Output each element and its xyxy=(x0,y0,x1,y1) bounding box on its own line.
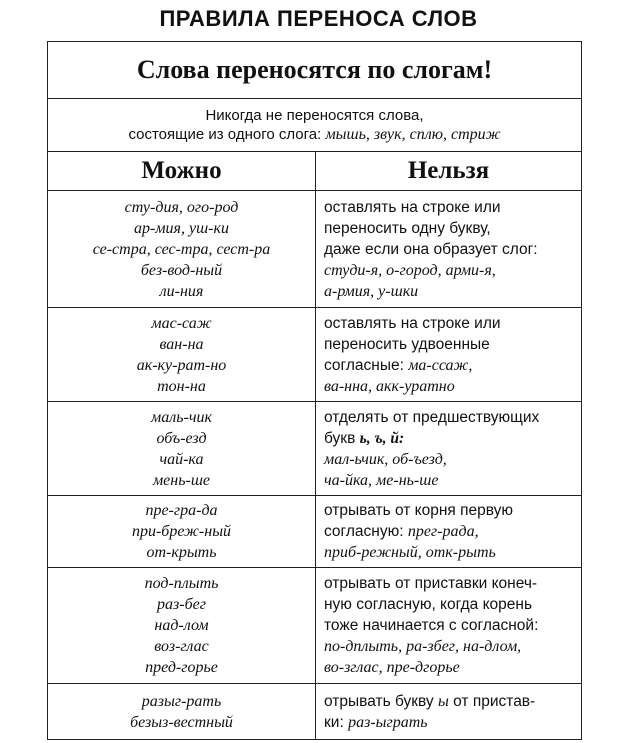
cannot-line xyxy=(324,500,581,521)
cannot-text: оставлять на строке или xyxy=(324,314,501,332)
can-example: тон-на xyxy=(157,377,206,395)
can-example: от-крыть xyxy=(146,544,217,561)
cannot-cell xyxy=(316,308,582,402)
can-cell xyxy=(48,684,316,740)
note xyxy=(48,99,582,152)
can-example: ли-ния xyxy=(159,282,204,300)
cannot-example: раз-ыграть xyxy=(348,713,428,731)
can-example: безыз-вестный xyxy=(130,713,233,731)
cannot-text: отрывать от корня первую xyxy=(324,502,514,519)
header-can: Можно xyxy=(48,152,316,191)
cannot-example: приб-режный, отк-рыть xyxy=(324,544,496,561)
cannot-text: ную согласную, когда корень xyxy=(324,596,533,613)
cannot-text: от пристав- xyxy=(453,692,536,710)
cannot-example: ва-нна, акк-уратно xyxy=(324,377,455,395)
rules-table xyxy=(47,41,582,740)
header-row xyxy=(48,152,582,191)
can-example: над-лом xyxy=(154,617,209,634)
rule-row xyxy=(48,308,582,402)
cannot-line xyxy=(324,542,581,563)
cannot-line xyxy=(324,218,581,239)
cannot-example: а-рмия, у-шки xyxy=(324,282,419,300)
can-cell xyxy=(48,191,316,308)
can-cell xyxy=(48,308,316,402)
cannot-text: букв xyxy=(324,429,356,447)
cannot-letters: ь, ъ, й: xyxy=(359,429,405,447)
cannot-line xyxy=(324,407,581,428)
cannot-example: во-зглас, пре-дгорье xyxy=(324,659,460,676)
can-example: под-плыть xyxy=(144,575,219,592)
cannot-example: прег-рада, xyxy=(407,523,479,540)
can-example: ак-ку-рат-но xyxy=(136,356,227,374)
rule-row xyxy=(48,568,582,684)
can-example: ван-на xyxy=(159,335,204,353)
can-example: пред-горье xyxy=(145,659,218,676)
note-line-2-text: состоящие из одного слога: xyxy=(128,126,322,143)
can-cell xyxy=(48,496,316,568)
header-cannot: Нельзя xyxy=(316,152,582,191)
cannot-example: мал-ьчик, об-ъезд, xyxy=(324,450,447,468)
cannot-cell xyxy=(316,191,582,308)
cannot-line xyxy=(324,691,581,712)
can-example: сту-дия, ого-род xyxy=(124,198,239,216)
cannot-text: согласные: xyxy=(324,356,404,374)
cannot-line xyxy=(324,449,581,470)
note-line-2 xyxy=(48,125,581,144)
cannot-example: по-дплыть, ра-збег, на-длом, xyxy=(324,638,522,655)
can-example: при-бреж-ный xyxy=(131,523,232,540)
cannot-example: студи-я, о-город, арми-я, xyxy=(324,261,496,279)
cannot-line xyxy=(324,376,581,397)
page-title: ПРАВИЛА ПЕРЕНОСА СЛОВ xyxy=(159,6,478,31)
cannot-cell xyxy=(316,568,582,684)
cannot-line xyxy=(324,636,581,657)
cannot-line xyxy=(324,573,581,594)
can-example: мень-ше xyxy=(152,471,211,489)
cannot-line xyxy=(324,428,581,449)
cannot-line xyxy=(324,197,581,218)
note-examples: мышь, звук, сплю, стриж xyxy=(325,126,501,143)
can-example: пре-гра-да xyxy=(145,502,218,519)
can-example: чай-ка xyxy=(159,450,204,468)
main-rule-row xyxy=(48,42,582,99)
cannot-text: отрывать букву xyxy=(324,692,434,710)
can-example: разыг-рать xyxy=(141,692,222,710)
rule-row xyxy=(48,684,582,740)
rule-row xyxy=(48,402,582,496)
cannot-example: ча-йка, ме-нь-ше xyxy=(324,471,439,489)
cannot-line xyxy=(324,281,581,302)
cannot-line xyxy=(324,521,581,542)
cannot-line xyxy=(324,712,581,733)
cannot-line xyxy=(324,615,581,636)
cannot-text: согласную: xyxy=(324,523,404,540)
note-line-1: Никогда не переносятся слова, xyxy=(205,107,424,124)
cannot-text: оставлять на строке или xyxy=(324,198,501,216)
main-rule: Слова переносятся по слогам! xyxy=(48,42,582,99)
can-example: воз-глас xyxy=(154,638,209,655)
can-example: ар-мия, уш-ки xyxy=(134,219,229,237)
cannot-cell xyxy=(316,684,582,740)
cannot-line xyxy=(324,313,581,334)
cannot-line xyxy=(324,594,581,615)
cannot-text: переносить одну букву, xyxy=(324,219,491,237)
note-row xyxy=(48,99,582,152)
can-cell xyxy=(48,568,316,684)
cannot-text: отрывать от приставки конеч- xyxy=(324,575,538,592)
cannot-example: ы xyxy=(438,692,449,710)
cannot-line xyxy=(324,334,581,355)
can-example: се-стра, сес-тра, сест-ра xyxy=(92,240,271,258)
cannot-line xyxy=(324,657,581,678)
cannot-line xyxy=(324,470,581,491)
cannot-text: отделять от предшествующих xyxy=(324,408,540,426)
cannot-text: переносить удвоенные xyxy=(324,335,490,353)
cannot-text: тоже начинается с согласной: xyxy=(324,617,539,634)
cannot-line xyxy=(324,355,581,376)
cannot-cell xyxy=(316,402,582,496)
rule-row xyxy=(48,496,582,568)
can-example: раз-бег xyxy=(157,596,206,613)
can-example: без-вод-ный xyxy=(140,261,223,279)
cannot-text: даже если она образует слог: xyxy=(324,240,538,258)
cannot-text: ки: xyxy=(324,713,344,731)
can-example: маль-чик xyxy=(151,408,212,426)
cannot-line xyxy=(324,260,581,281)
can-example: объ-езд xyxy=(156,429,207,447)
can-example: мас-саж xyxy=(151,314,212,332)
rule-row xyxy=(48,191,582,308)
cannot-example: ма-ссаж, xyxy=(408,356,473,374)
cannot-cell xyxy=(316,496,582,568)
cannot-line xyxy=(324,239,581,260)
can-cell xyxy=(48,402,316,496)
